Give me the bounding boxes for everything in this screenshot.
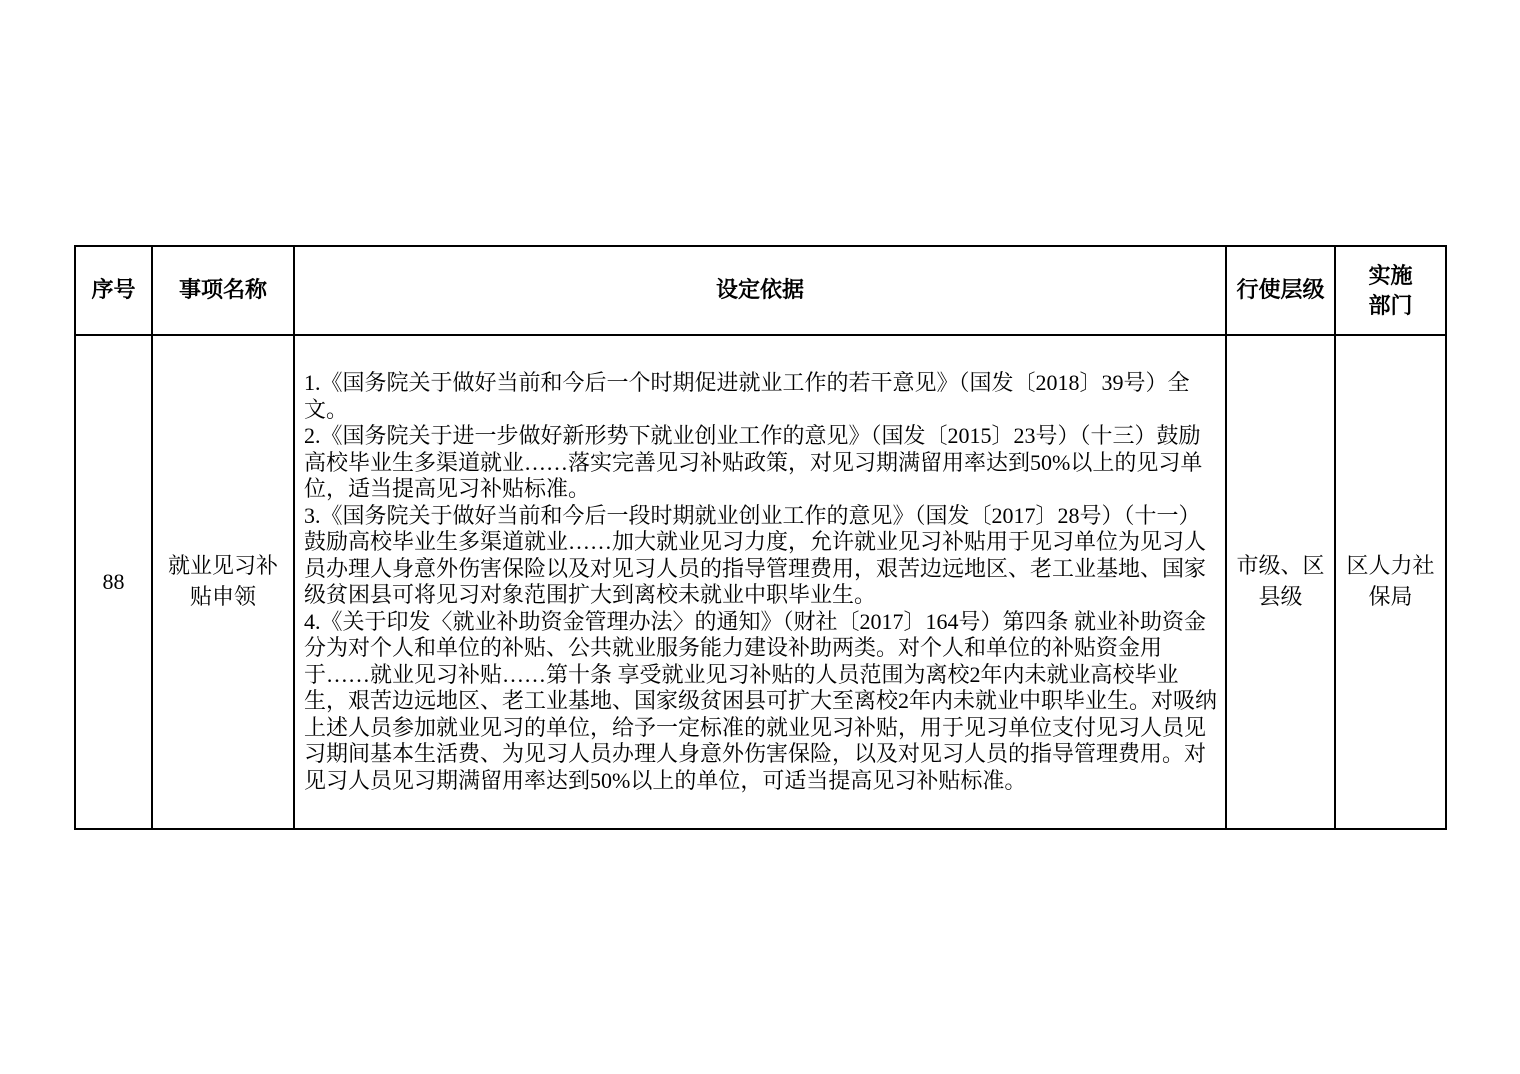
cell-item-name: 就业见习补贴申领 — [152, 335, 294, 829]
column-header-department-label: 实施部门 — [1368, 262, 1413, 318]
cell-index: 88 — [75, 335, 152, 829]
column-header-department — [1335, 246, 1446, 335]
basis-item-4: 4.《关于印发〈就业补助资金管理办法〉的通知》（财社〔2017〕164号）第四条 就业补助资金分为对个人和单位的补贴、公共就业服务能力建设补助两类。对个人和单位的补贴资金用于……就业见习补贴……第十条 享受就业见习补贴的人员范围为离校2年内未就业高校毕业生，艰苦边远地区、老工业基地、国家级贫困县可扩大至离校2年内未就业中职毕业生。对吸纳上述人员参加就业见习的单位，给予一定标准的就业见习补贴，用于见习单位支付见习人员见习期间基本生活费、为见习人员办理人身意外伤害保险，以及对见习人员的指导管理费用。对见习人员见习期满留用率达到50%以上的单位，可适当提高见习补贴标准。 — [304, 608, 1218, 793]
items-table — [74, 245, 1447, 830]
basis-item-3: 3.《国务院关于做好当前和今后一段时期就业创业工作的意见》（国发〔2017〕28号）（十一）鼓励高校毕业生多渠道就业……加大就业见习力度，允许就业见习补贴用于见习单位为见习人员办理人身意外伤害保险以及对见习人员的指导管理费用，艰苦边远地区、老工业基地、国家级贫困县可将见习对象范围扩大到离校未就业中职毕业生。 — [304, 502, 1207, 607]
table-row — [75, 335, 1446, 829]
cell-basis — [294, 335, 1226, 829]
column-header-index: 序号 — [75, 246, 152, 335]
cell-department: 区人力社保局 — [1335, 335, 1446, 829]
column-header-level: 行使层级 — [1226, 246, 1335, 335]
cell-level: 市级、区县级 — [1226, 335, 1335, 829]
basis-item-2: 2.《国务院关于进一步做好新形势下就业创业工作的意见》（国发〔2015〕23号）（十三）鼓励高校毕业生多渠道就业……落实完善见习补贴政策，对见习期满留用率达到50%以上的见习单位，适当提高见习补贴标准。 — [304, 423, 1203, 501]
basis-item-1: 1.《国务院关于做好当前和今后一个时期促进就业工作的若干意见》（国发〔2018〕39号）全文。 — [304, 370, 1190, 422]
column-header-name: 事项名称 — [152, 246, 294, 335]
column-header-basis: 设定依据 — [294, 246, 1226, 335]
header-row — [75, 246, 1446, 335]
